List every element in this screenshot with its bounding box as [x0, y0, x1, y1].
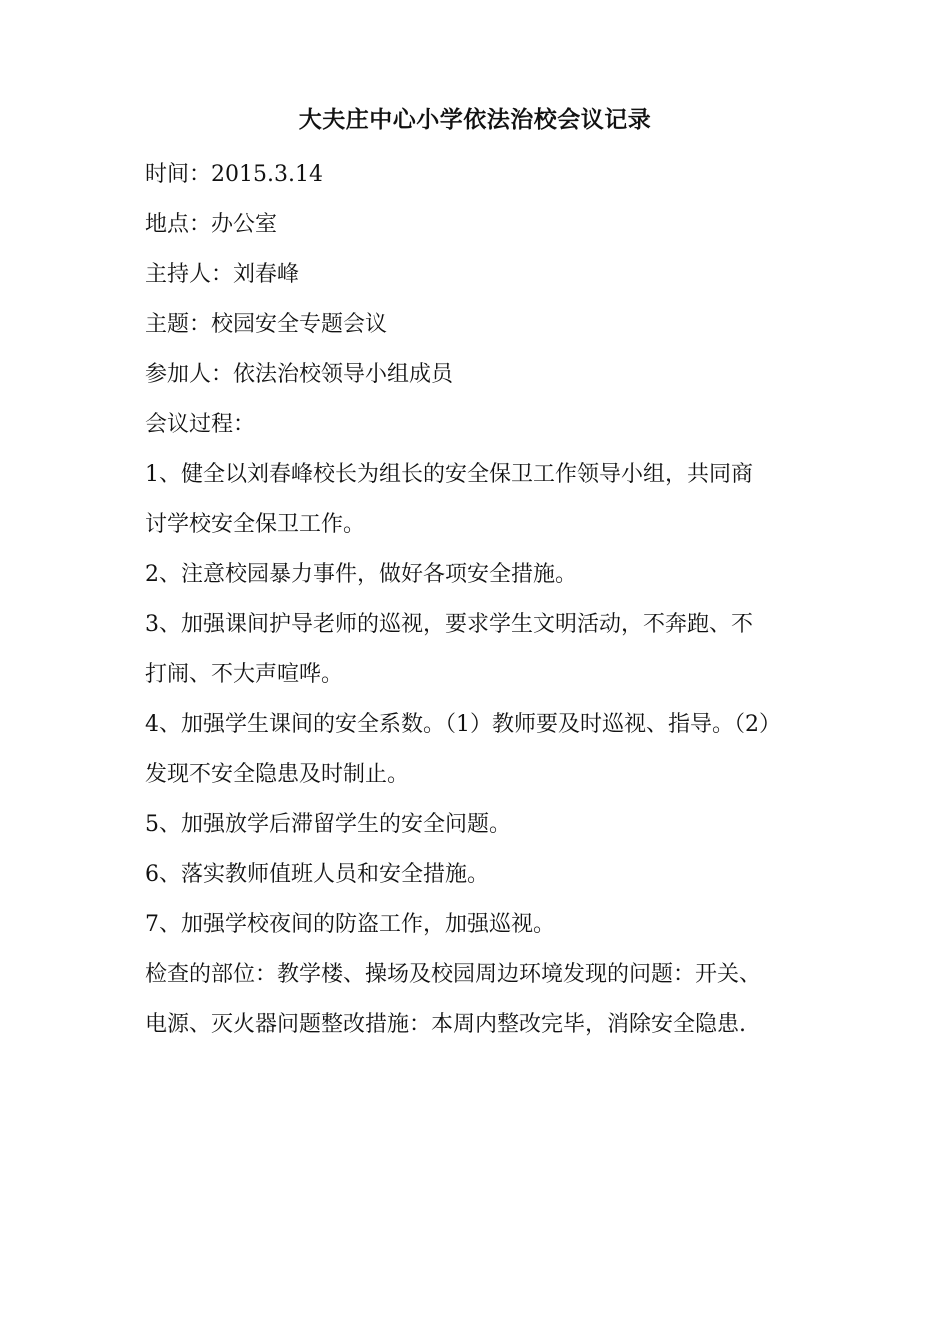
process-item-4-line-2: 发现不安全隐患及时制止。 — [145, 762, 410, 787]
process-item-7: 7、加强学校夜间的防盗工作，加强巡视。 — [145, 912, 555, 937]
process-item-6: 6、落实教师值班人员和安全措施。 — [145, 862, 489, 887]
process-item-2: 2、注意校园暴力事件，做好各项安全措施。 — [145, 562, 577, 587]
meeting-topic: 主题：校园安全专题会议 — [145, 312, 388, 337]
process-item-3-line-1: 3、加强课间护导老师的巡视，要求学生文明活动，不奔跑、不 — [145, 612, 753, 637]
meeting-process-heading: 会议过程： — [145, 412, 256, 437]
document-title: 大夫庄中心小学依法治校会议记录 — [298, 106, 652, 133]
process-item-5: 5、加强放学后滞留学生的安全问题。 — [145, 812, 511, 837]
process-item-3-line-2: 打闹、不大声喧哗。 — [145, 662, 344, 687]
process-item-4-line-1: 4、加强学生课间的安全系数。（1）教师要及时巡视、指导。（2） — [145, 712, 781, 737]
process-item-1-line-2: 讨学校安全保卫工作。 — [145, 512, 366, 537]
meeting-location: 地点：办公室 — [145, 212, 278, 237]
inspection-line-1: 检查的部位：教学楼、操场及校园周边环境发现的问题：开关、 — [145, 962, 762, 987]
process-item-1-line-1: 1、健全以刘春峰校长为组长的安全保卫工作领导小组，共同商 — [145, 462, 753, 487]
meeting-host: 主持人：刘春峰 — [145, 262, 300, 287]
meeting-attendees: 参加人：依法治校领导小组成员 — [145, 362, 454, 387]
meeting-time: 时间：2015.3.14 — [145, 162, 323, 187]
document-body — [145, 150, 815, 1050]
inspection-line-2: 电源、灭火器问题整改措施：本周内整改完毕，消除安全隐患. — [145, 1012, 746, 1037]
